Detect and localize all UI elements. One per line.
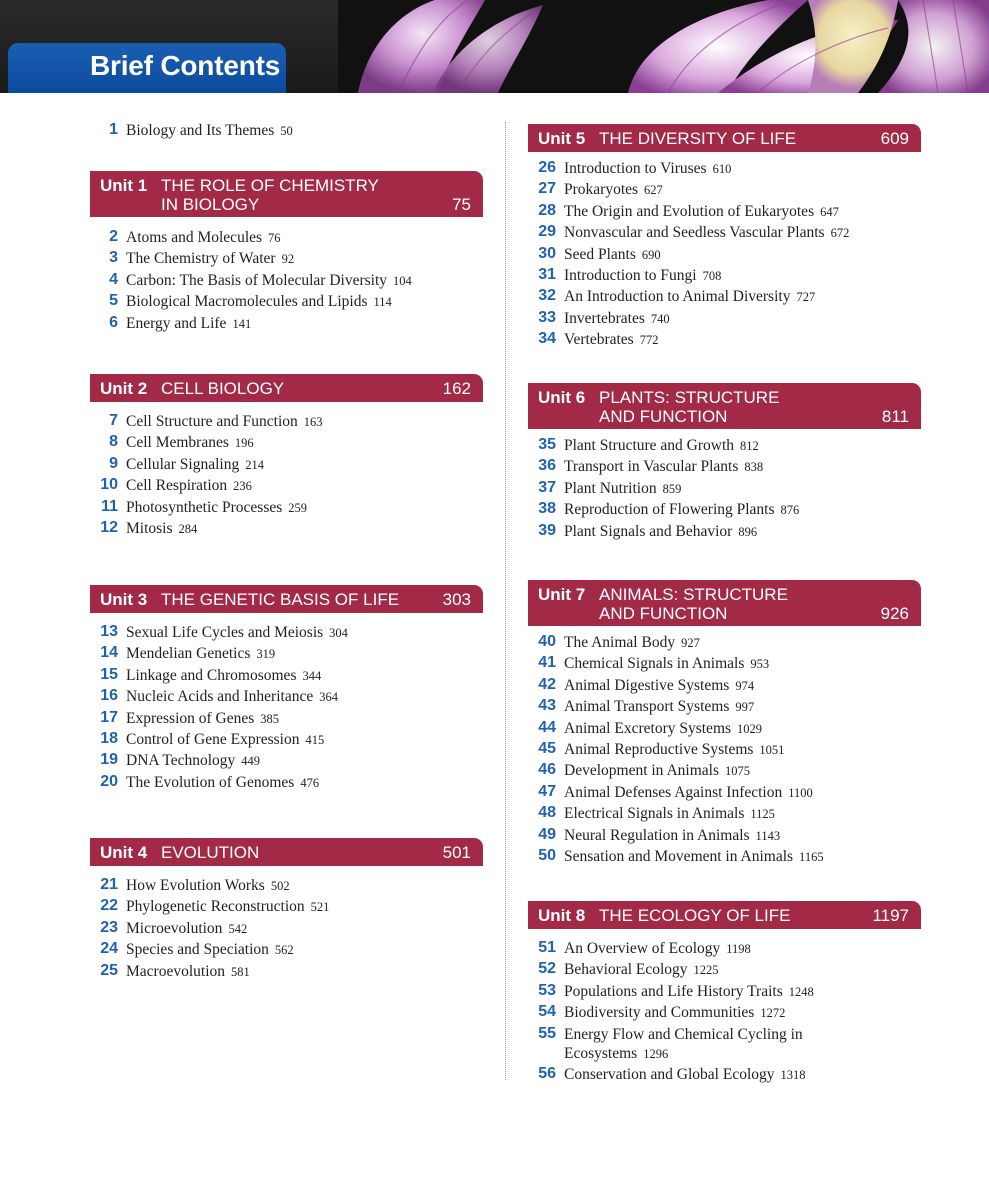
unit-header[interactable] [90, 171, 483, 217]
chapter-item[interactable]: 42 Animal Digestive Systems 974 [538, 675, 755, 694]
unit-5-section [528, 124, 921, 351]
column-divider [505, 122, 506, 1080]
chapter-item[interactable]: 43 Animal Transport Systems 997 [538, 697, 755, 716]
chapter-item[interactable]: 35 Plant Structure and Growth 812 [538, 436, 759, 454]
chapter-item[interactable]: 41 Chemical Signals in Animals 953 [538, 654, 770, 673]
unit-label: Unit 3 [100, 590, 148, 609]
chapter-item[interactable]: 48 Electrical Signals in Animals 1125 [538, 804, 775, 823]
unit-page: 926 [880, 604, 909, 623]
unit-title: ANIMALS: STRUCTURE AND FUNCTION [599, 585, 788, 623]
chapter-item[interactable]: 24 Species and Speciation 562 [100, 940, 294, 959]
chapter-list [528, 435, 921, 542]
chapter-list [90, 875, 483, 982]
chapter-item[interactable]: 30 Seed Plants 690 [538, 244, 661, 263]
chapter-item[interactable]: 44 Animal Excretory Systems 1029 [538, 718, 763, 737]
chapter-item[interactable]: 7 Cell Structure and Function 163 [109, 412, 323, 430]
chapter-item[interactable]: 40 The Animal Body 927 [538, 633, 700, 651]
unit-header[interactable] [528, 124, 921, 152]
unit-header[interactable] [528, 580, 921, 626]
chapter-item[interactable]: 6 Energy and Life 141 [109, 313, 252, 332]
chapter-item[interactable]: 15 Linkage and Chromosomes 344 [100, 665, 322, 684]
unit-label: Unit 4 [100, 843, 148, 862]
unit-3-section [90, 585, 483, 793]
chapter-item[interactable]: 19 DNA Technology 449 [100, 751, 261, 770]
chapter-item[interactable]: 12 Mitosis 284 [100, 518, 198, 537]
chapter-item[interactable]: 5 Biological Macromolecules and Lipids 114 [109, 292, 392, 311]
unit-6-section [528, 383, 921, 542]
chapter-item[interactable]: 56 Conservation and Global Ecology 1318 [538, 1064, 806, 1083]
chapter-item[interactable]: 54 Biodiversity and Communities 1272 [538, 1003, 786, 1022]
chapter-item[interactable]: 32 An Introduction to Animal Diversity 727 [538, 287, 816, 306]
unit-title: THE DIVERSITY OF LIFE [599, 129, 797, 148]
chapter-item[interactable]: 52 Behavioral Ecology 1225 [538, 960, 719, 979]
chapter-list [528, 632, 921, 867]
unit-title: THE ROLE OF CHEMISTRY IN BIOLOGY [161, 176, 379, 214]
unit-page: 811 [881, 407, 909, 426]
chapter-item[interactable]: 26 Introduction to Viruses 610 [538, 159, 732, 177]
chapter-item[interactable]: 50 Sensation and Movement in Animals 1165 [538, 846, 824, 865]
unit-label: Unit 8 [538, 906, 586, 925]
chapter-item[interactable]: 39 Plant Signals and Behavior 896 [538, 521, 758, 540]
chapter-item[interactable]: 37 Plant Nutrition 859 [538, 478, 682, 497]
orchid-photo [338, 0, 989, 93]
unit-2-section [90, 374, 483, 539]
chapter-item[interactable]: 29 Nonvascular and Seedless Vascular Plants 672 [538, 223, 850, 242]
chapter-page: 50 [280, 124, 293, 138]
unit-title: THE GENETIC BASIS OF LIFE [161, 590, 400, 609]
chapter-item[interactable]: 20 The Evolution of Genomes 476 [100, 772, 320, 791]
chapter-title: Biology and Its Themes [126, 122, 275, 139]
chapter-item[interactable]: 49 Neural Regulation in Animals 1143 [538, 825, 781, 844]
chapter-list [528, 938, 921, 1085]
unit-header[interactable] [528, 901, 921, 929]
unit-header[interactable] [90, 585, 483, 613]
chapter-item[interactable]: 51 An Overview of Ecology 1198 [538, 939, 751, 957]
unit-page: 609 [880, 129, 909, 148]
unit-title: CELL BIOLOGY [161, 379, 285, 398]
chapter-item[interactable]: 36 Transport in Vascular Plants 838 [538, 457, 764, 476]
chapter-item[interactable]: 8 Cell Membranes 196 [109, 433, 254, 452]
unit-label: Unit 6 [538, 388, 586, 407]
unit-header[interactable] [528, 383, 921, 429]
unit-label: Unit 1 [100, 176, 148, 195]
chapter-item[interactable]: 23 Microevolution 542 [100, 918, 248, 937]
unit-4-section [90, 838, 483, 982]
chapter-list [90, 411, 483, 539]
chapter-item[interactable]: 16 Nucleic Acids and Inheritance 364 [100, 687, 338, 706]
unit-page: 303 [442, 590, 471, 609]
chapter-list [90, 622, 483, 793]
unit-page: 1197 [872, 906, 909, 925]
chapter-item[interactable]: 13 Sexual Life Cycles and Meiosis 304 [100, 623, 348, 641]
chapter-item[interactable]: 46 Development in Animals 1075 [538, 761, 750, 780]
intro-chapter[interactable] [90, 120, 490, 140]
unit-title: THE ECOLOGY OF LIFE [599, 906, 791, 925]
unit-label: Unit 5 [538, 129, 586, 148]
unit-7-section [528, 580, 921, 867]
chapter-item[interactable]: 3 The Chemistry of Water 92 [109, 249, 295, 268]
page-title: Brief Contents [90, 50, 281, 81]
chapter-item[interactable]: 22 Phylogenetic Reconstruction 521 [100, 897, 330, 916]
chapter-item[interactable]: 53 Populations and Life History Traits 1248 [538, 981, 814, 1000]
chapter-item[interactable]: 27 Prokaryotes 627 [538, 180, 663, 199]
chapter-item[interactable]: 38 Reproduction of Flowering Plants 876 [538, 500, 800, 519]
chapter-item[interactable]: 34 Vertebrates 772 [538, 330, 659, 349]
unit-header[interactable] [90, 838, 483, 866]
chapter-item[interactable]: 14 Mendelian Genetics 319 [100, 644, 276, 663]
unit-1-section [90, 171, 483, 334]
chapter-item[interactable]: 45 Animal Reproductive Systems 1051 [538, 739, 785, 758]
chapter-item[interactable]: 28 The Origin and Evolution of Eukaryotes 647 [538, 201, 839, 220]
header-banner [0, 0, 989, 93]
unit-8-section [528, 901, 921, 1085]
chapter-item[interactable]: 55 Energy Flow and Chemical Cycling in Ecosystems 1296 [538, 1024, 803, 1062]
chapter-item[interactable]: 17 Expression of Genes 385 [100, 708, 280, 727]
unit-page: 162 [442, 379, 471, 398]
chapter-number: 1 [109, 121, 118, 138]
unit-page: 501 [442, 843, 471, 862]
unit-title: PLANTS: STRUCTURE AND FUNCTION [599, 388, 780, 426]
chapter-item[interactable]: 2 Atoms and Molecules 76 [109, 228, 281, 246]
chapter-item[interactable]: 47 Animal Defenses Against Infection 1100 [538, 782, 813, 801]
unit-title: EVOLUTION [161, 843, 260, 862]
chapter-item[interactable]: 31 Introduction to Fungi 708 [538, 265, 722, 284]
chapter-item[interactable]: 9 Cellular Signaling 214 [109, 454, 264, 473]
chapter-item[interactable]: 33 Invertebrates 740 [538, 308, 670, 327]
chapter-item[interactable]: 25 Macroevolution 581 [100, 961, 250, 980]
chapter-list [528, 158, 921, 351]
chapter-item[interactable]: 4 Carbon: The Basis of Molecular Diversity 104 [109, 270, 412, 289]
unit-label: Unit 7 [538, 585, 586, 604]
chapter-item[interactable]: 10 Cell Respiration 236 [100, 476, 252, 495]
unit-label: Unit 2 [100, 379, 148, 398]
chapter-item[interactable]: 21 How Evolution Works 502 [100, 876, 290, 894]
chapter-item[interactable]: 11 Photosynthetic Processes 259 [101, 497, 308, 516]
chapter-list [90, 227, 483, 334]
chapter-item[interactable]: 18 Control of Gene Expression 415 [100, 729, 325, 748]
unit-page: 75 [452, 195, 471, 214]
unit-header[interactable] [90, 374, 483, 402]
